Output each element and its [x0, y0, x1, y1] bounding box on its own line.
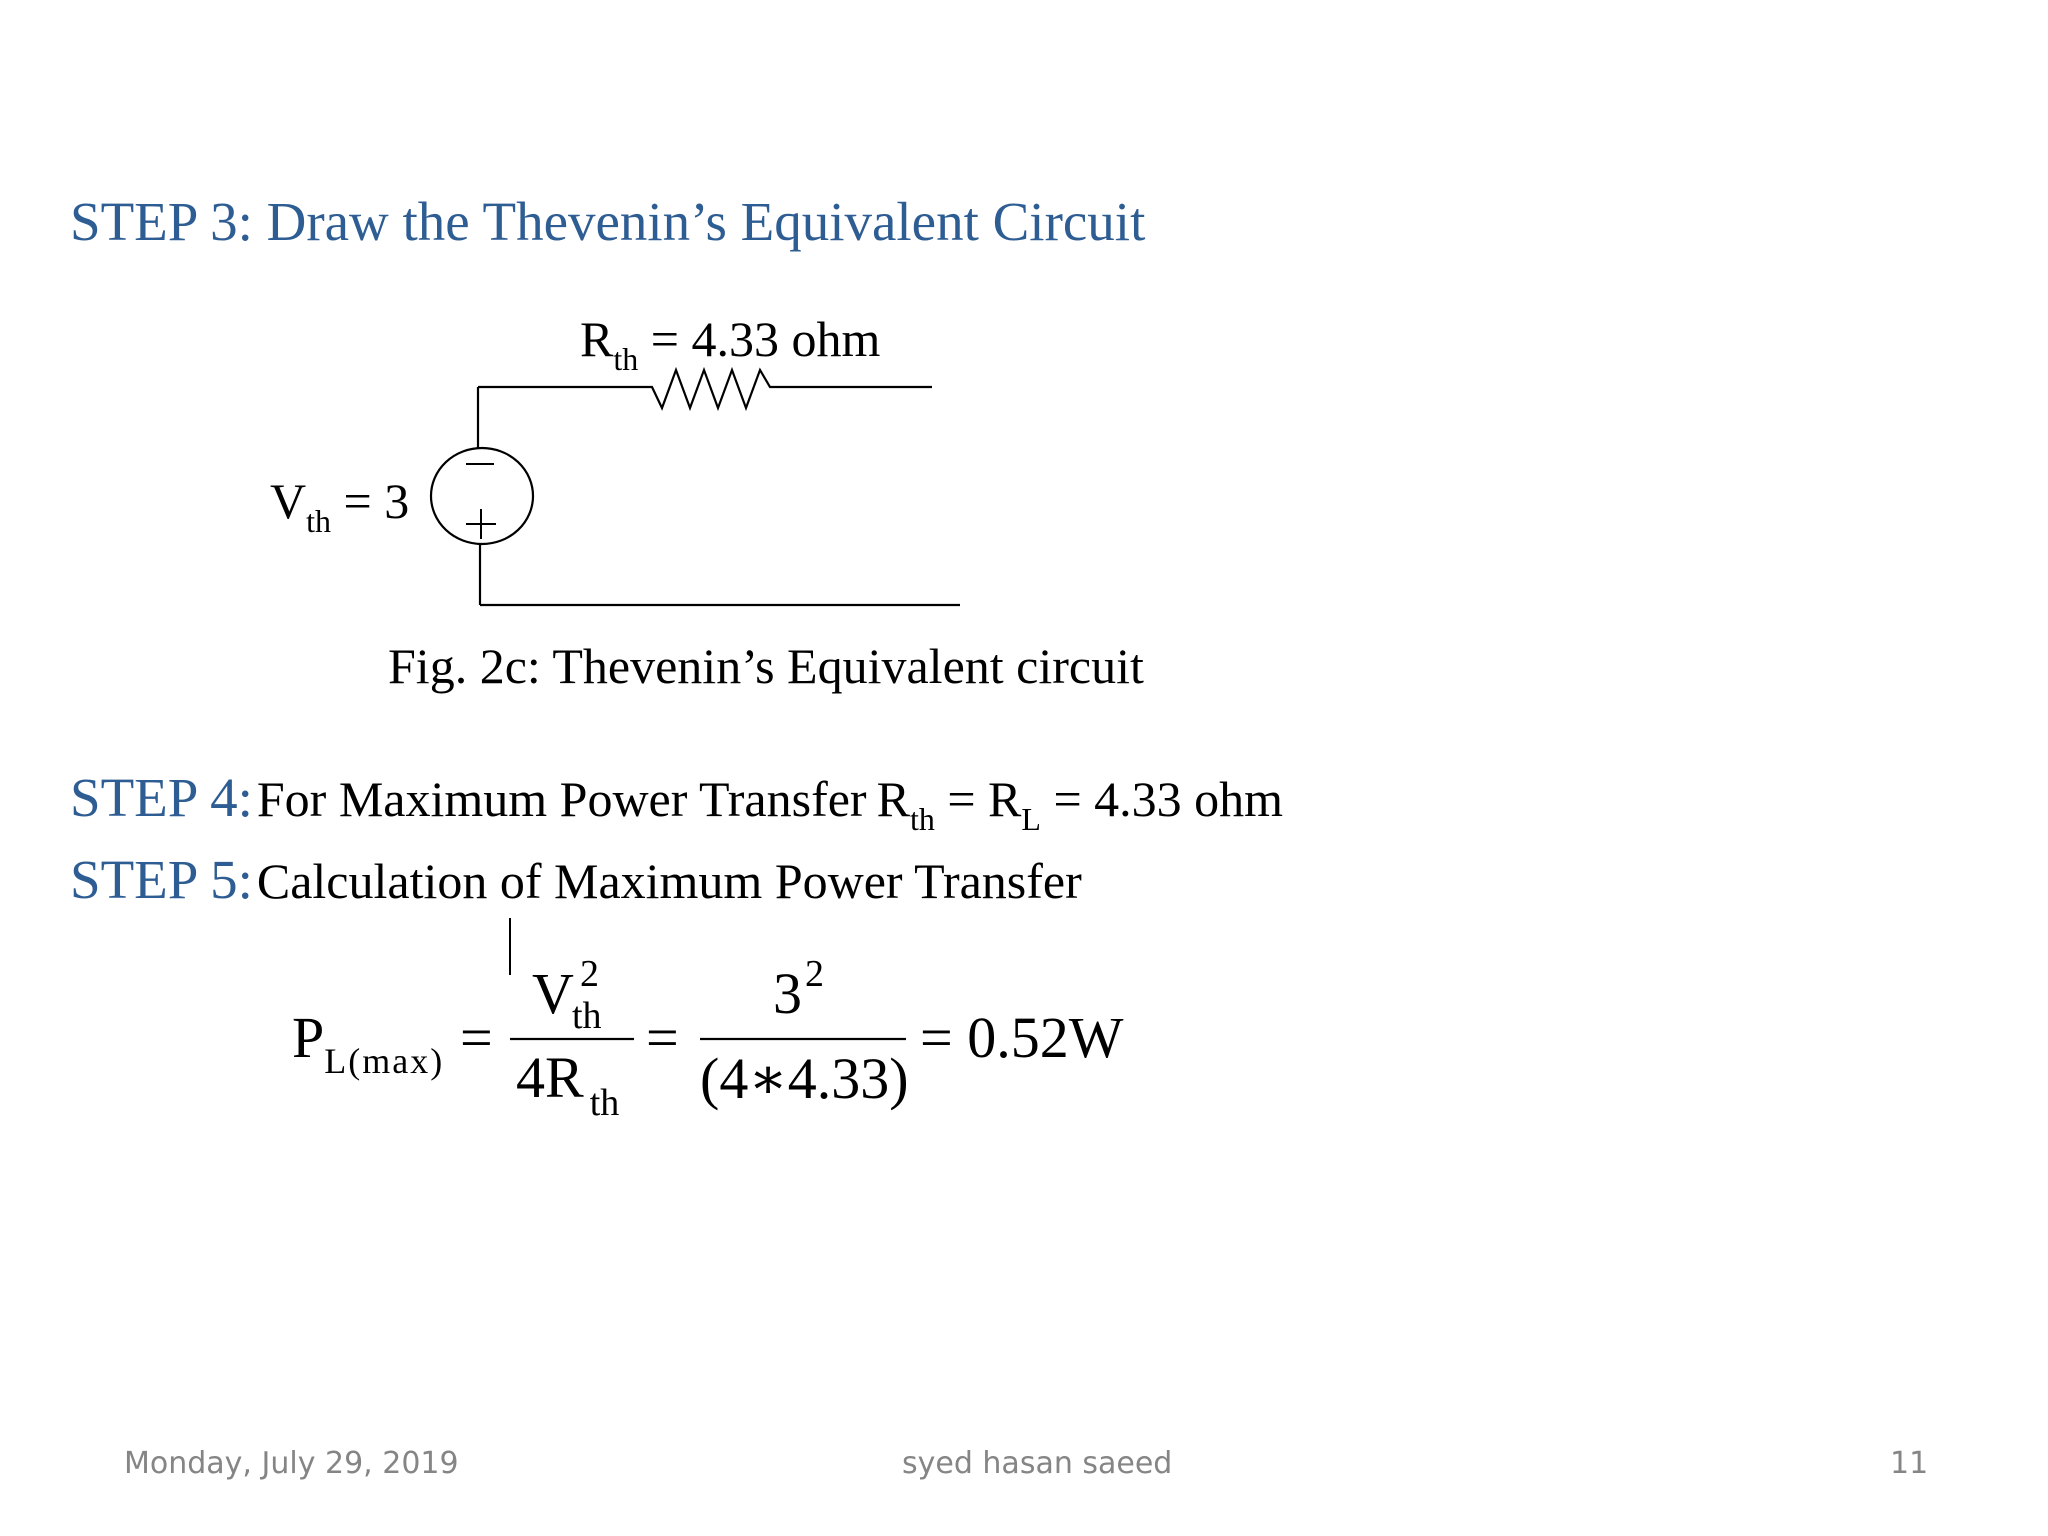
formula-num1 [532, 953, 602, 1037]
formula-num2-sup: 2 [805, 953, 824, 995]
formula-den1 [516, 1044, 620, 1124]
formula-num2 [773, 953, 824, 1027]
formula-p-sub: L(max) [324, 1041, 445, 1081]
vth-rest: = 3 [331, 473, 410, 529]
footer-date: Monday, July 29, 2019 [124, 1446, 459, 1481]
step4-eq-r: R [876, 771, 910, 827]
vth-main: V [270, 473, 307, 529]
formula-den1-main: 4R [516, 1045, 584, 1110]
footer-author: syed hasan saeed [902, 1446, 1173, 1481]
step4-text: For Maximum Power Transfer [256, 771, 867, 827]
formula-num1-v: V [532, 961, 574, 1026]
formula-p-main: P [292, 1005, 325, 1070]
formula-result: = 0.52W [920, 1005, 1124, 1070]
formula-num2-main: 3 [773, 961, 802, 1026]
rth-main: R [580, 311, 614, 367]
step4-line [70, 766, 1284, 837]
step4-eq-l-sub: L [1021, 801, 1041, 837]
formula-eq2: = [646, 1005, 679, 1070]
formula-den2: (4∗4.33) [700, 1046, 909, 1111]
step4-eq-mid: = R [934, 771, 1022, 827]
step3-heading: STEP 3: Draw the Thevenin’s Equivalent Circuit [70, 191, 1146, 252]
vth-sub: th [306, 503, 331, 539]
vth-label [270, 472, 410, 539]
formula-p [292, 1004, 445, 1081]
step5-line [70, 848, 1082, 911]
step5-prefix: STEP 5: [70, 849, 253, 910]
top-wire [478, 370, 932, 408]
formula-den1-sub: th [589, 1082, 620, 1124]
formula-eq1: = [460, 1005, 493, 1070]
step4-eq-rest: = 4.33 ohm [1040, 771, 1284, 827]
footer-page-number: 11 [1890, 1446, 1929, 1481]
step5-text: Calculation of Maximum Power Transfer [256, 853, 1082, 909]
formula-num1-sup: 2 [580, 953, 599, 995]
formula-num1-sub: th [572, 995, 602, 1037]
step4-equation [876, 771, 1284, 837]
rth-label [580, 310, 881, 377]
figure-caption: Fig. 2c: Thevenin’s Equivalent circuit [388, 638, 1144, 694]
step4-eq-r-sub: th [909, 801, 935, 837]
rth-sub: th [613, 341, 639, 377]
rth-rest: = 4.33 ohm [638, 311, 881, 367]
step4-prefix: STEP 4: [70, 767, 253, 828]
